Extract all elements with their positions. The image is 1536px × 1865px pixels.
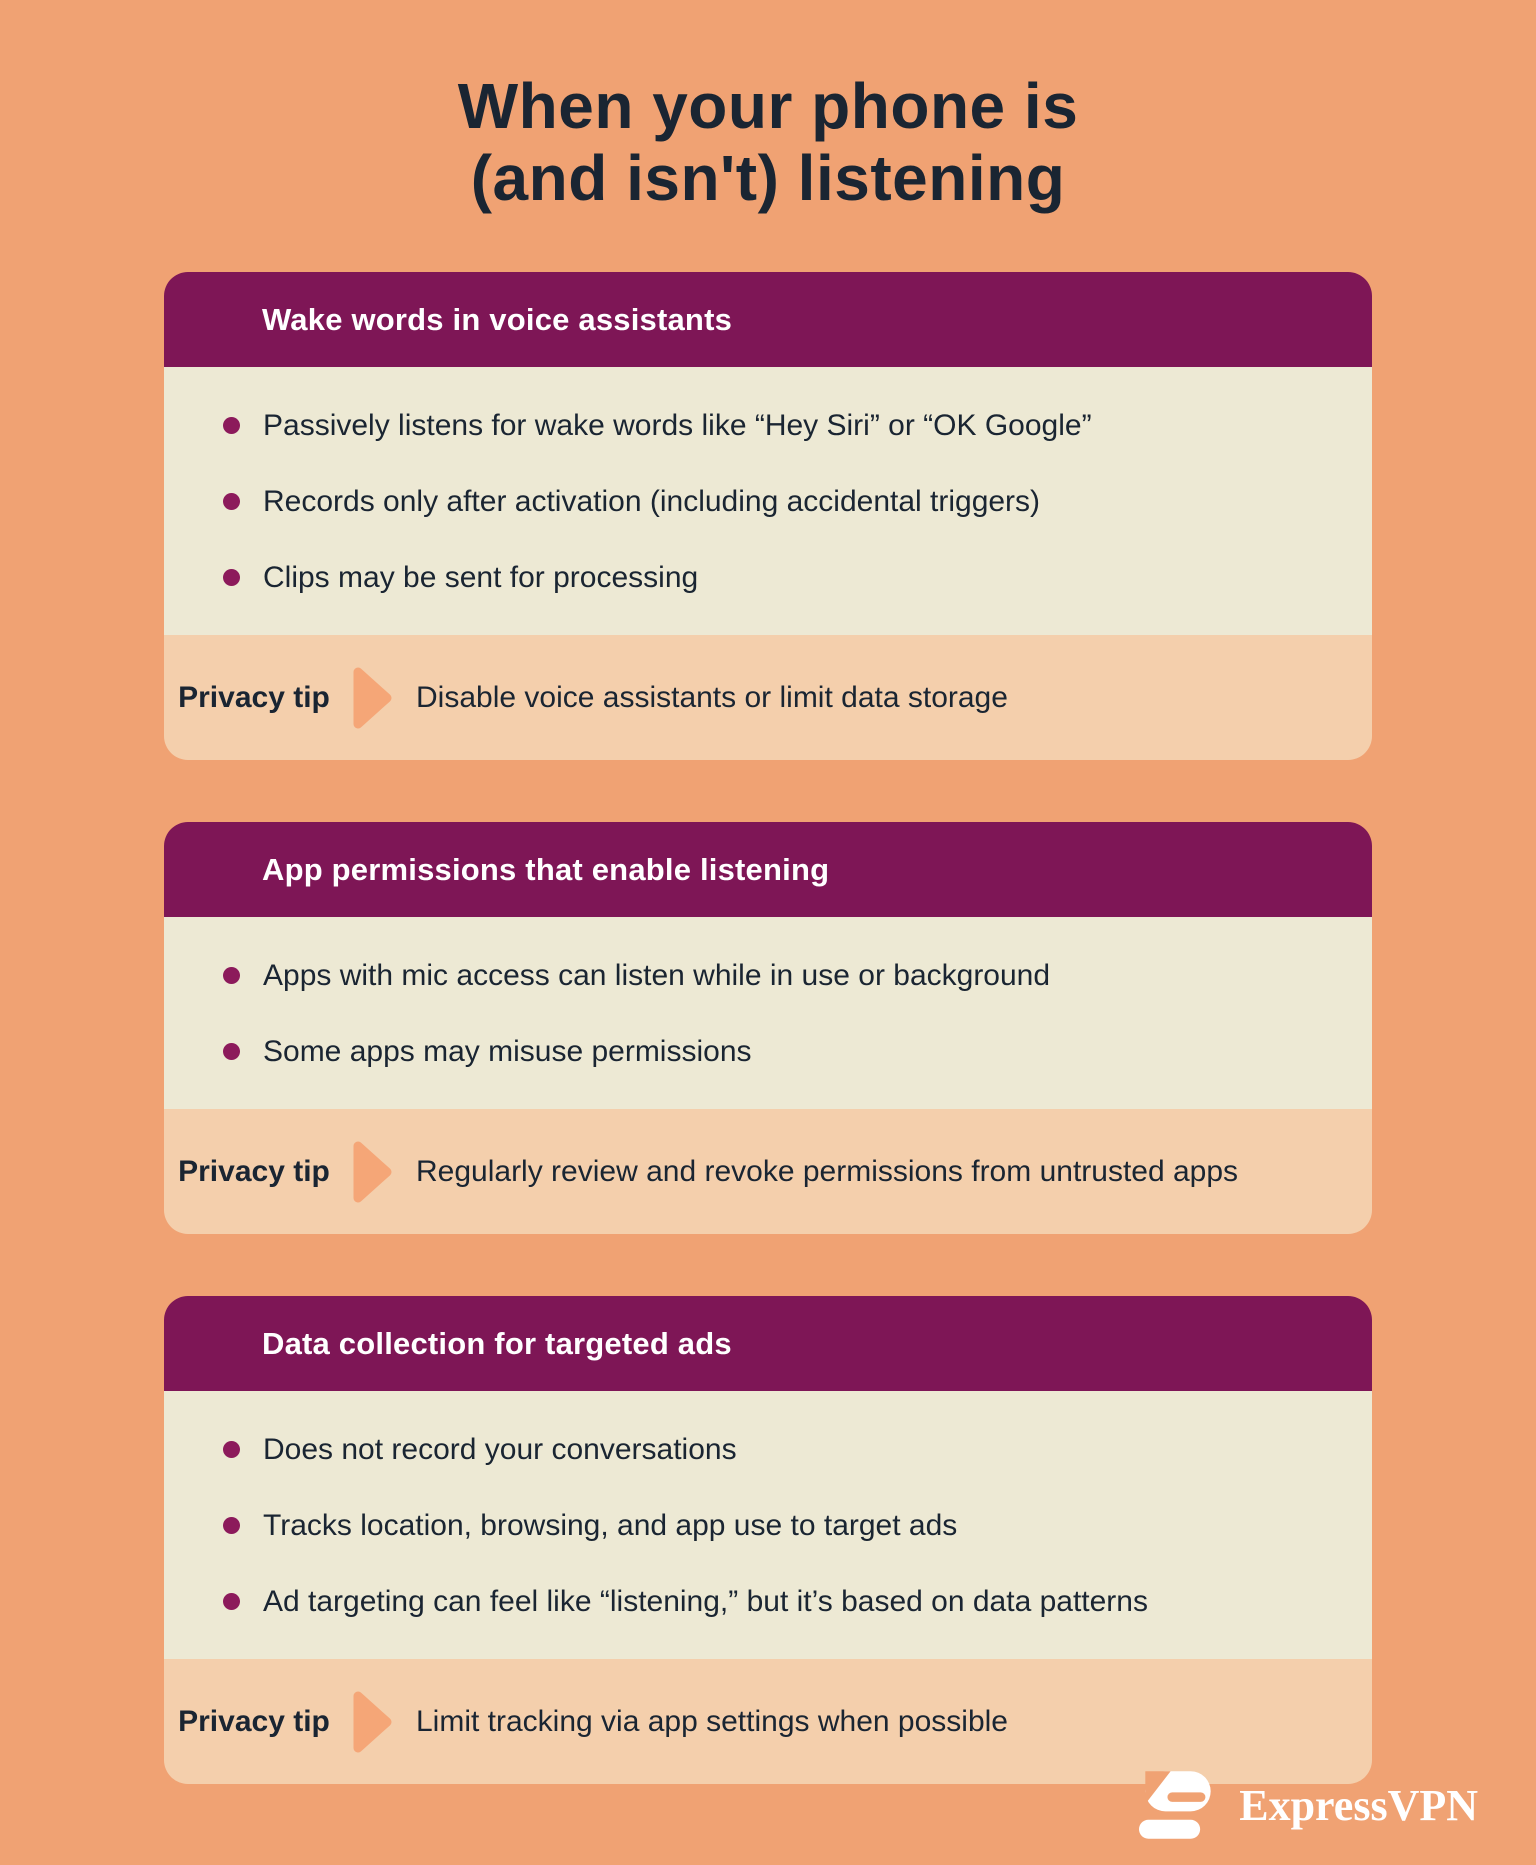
list-item xyxy=(223,409,1322,443)
bullet-list xyxy=(223,409,1322,595)
privacy-tip-row xyxy=(164,1659,1372,1784)
bullet-list xyxy=(223,959,1322,1069)
bullet-text: Ad targeting can feel like “listening,” but it’s based on data patterns xyxy=(263,1585,1148,1618)
list-item xyxy=(223,1585,1322,1619)
bullet-text: Clips may be sent for processing xyxy=(263,561,699,594)
list-item xyxy=(223,959,1322,993)
bullet-dot-icon xyxy=(223,1043,240,1060)
bullet-text: Some apps may misuse permissions xyxy=(263,1035,752,1068)
card-body xyxy=(164,917,1372,1109)
privacy-tip-text: Limit tracking via app settings when possible xyxy=(416,1704,1008,1738)
privacy-tip-text: Regularly review and revoke permissions from untrusted apps xyxy=(416,1154,1239,1188)
bullet-dot-icon xyxy=(223,1593,240,1610)
right-arrow-icon xyxy=(352,664,394,732)
bullet-dot-icon xyxy=(223,1441,240,1458)
brand-wordmark: ExpressVPN xyxy=(1239,1780,1478,1830)
privacy-tip-row xyxy=(164,1109,1372,1234)
list-item xyxy=(223,1433,1322,1467)
right-arrow-icon xyxy=(352,1138,394,1206)
privacy-tip-label: Privacy tip xyxy=(178,1154,330,1188)
brand-footer xyxy=(1139,1771,1478,1839)
page-title-line-1: When your phone is xyxy=(457,70,1079,142)
bullet-text: Records only after activation (including accidental triggers) xyxy=(263,485,1041,518)
expressvpn-logo-icon xyxy=(1139,1771,1217,1839)
card-header xyxy=(164,1296,1372,1391)
card-wake-words xyxy=(164,272,1372,760)
bullet-text: Does not record your conversations xyxy=(263,1433,737,1466)
bullet-text: Passively listens for wake words like “Hey Siri” or “OK Google” xyxy=(263,409,1092,442)
right-arrow-icon xyxy=(352,1688,394,1756)
list-item xyxy=(223,561,1322,595)
bullet-dot-icon xyxy=(223,493,240,510)
bullet-dot-icon xyxy=(223,967,240,984)
card-header-label: App permissions that enable listening xyxy=(262,851,830,887)
bullet-dot-icon xyxy=(223,569,240,586)
privacy-tip-row xyxy=(164,635,1372,760)
card-body xyxy=(164,1391,1372,1659)
card-header xyxy=(164,272,1372,367)
list-item xyxy=(223,1035,1322,1069)
bullet-dot-icon xyxy=(223,417,240,434)
privacy-tip-label: Privacy tip xyxy=(178,1704,330,1738)
bullet-text: Tracks location, browsing, and app use to target ads xyxy=(263,1509,958,1542)
card-app-permissions xyxy=(164,822,1372,1234)
card-header-label: Data collection for targeted ads xyxy=(262,1325,732,1361)
card-data-collection xyxy=(164,1296,1372,1784)
card-body xyxy=(164,367,1372,635)
bullet-list xyxy=(223,1433,1322,1619)
page-title-line-2: (and isn't) listening xyxy=(470,142,1066,214)
card-header-label: Wake words in voice assistants xyxy=(262,301,733,337)
privacy-tip-text: Disable voice assistants or limit data storage xyxy=(416,680,1008,714)
bullet-text: Apps with mic access can listen while in use or background xyxy=(263,959,1051,992)
bullet-dot-icon xyxy=(223,1517,240,1534)
privacy-tip-label: Privacy tip xyxy=(178,680,330,714)
page-title xyxy=(0,70,1536,214)
list-item xyxy=(223,485,1322,519)
card-header xyxy=(164,822,1372,917)
list-item xyxy=(223,1509,1322,1543)
